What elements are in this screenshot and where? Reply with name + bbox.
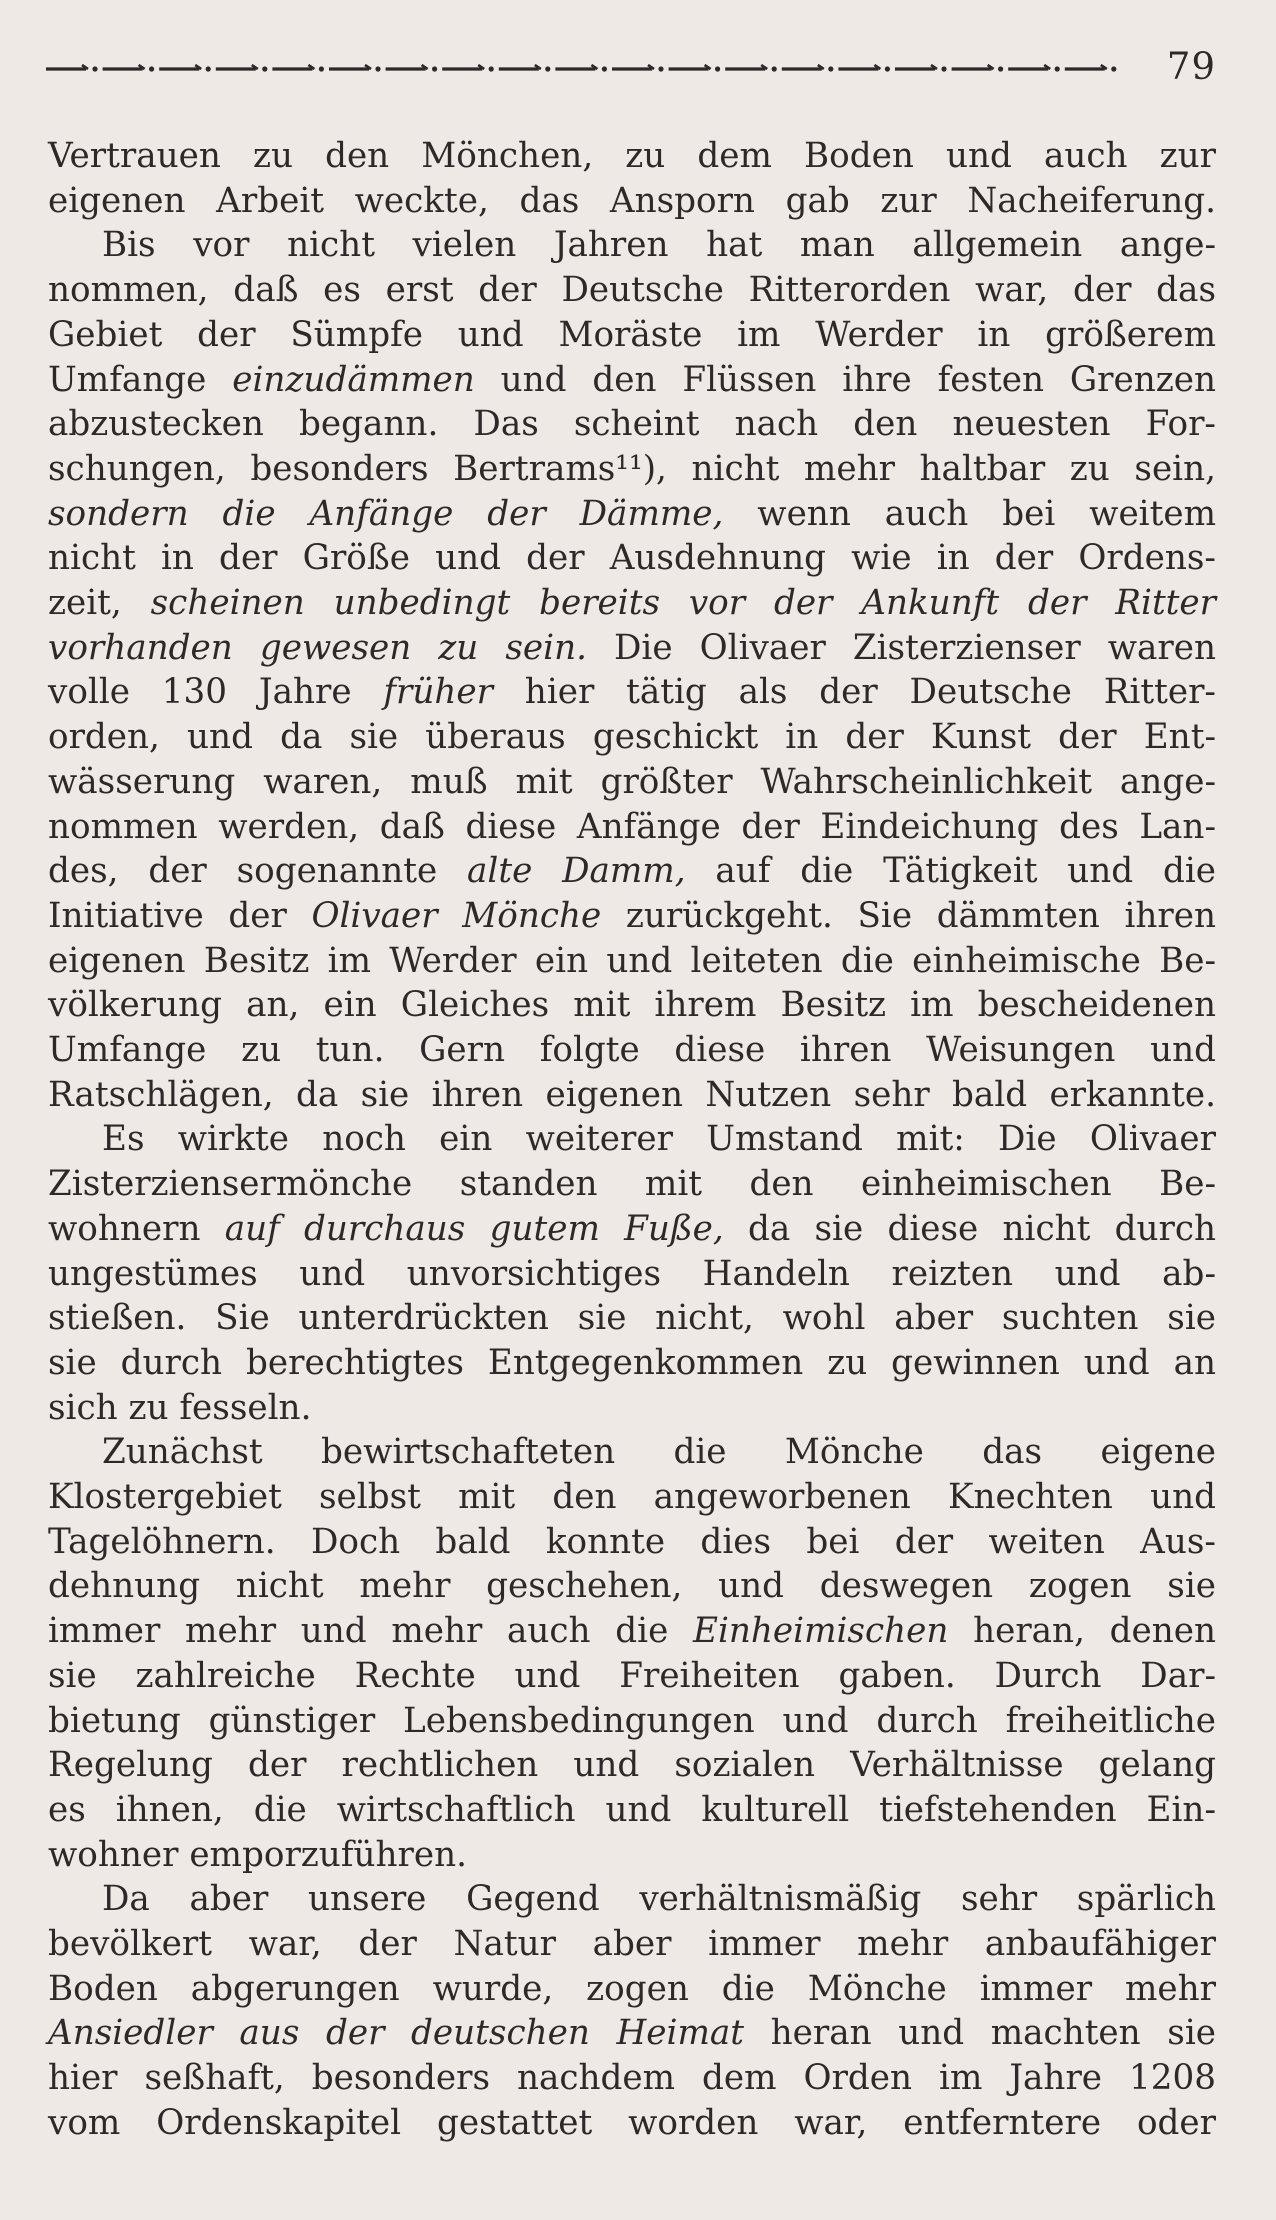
text-line bbox=[48, 1162, 1216, 1206]
text-run: wohner emporzuführen. bbox=[48, 1834, 467, 1875]
text-line bbox=[48, 760, 1216, 804]
text-run: Zunächst bewirtschafteten die Mönche das eigene bbox=[102, 1432, 1216, 1473]
text-run: bevölkert war, der Natur aber immer mehr anbaufähiger bbox=[48, 1924, 1216, 1964]
text-run: Es wirkte noch ein weiterer Umstand mit: Die Olivaer bbox=[102, 1119, 1216, 1160]
text-line bbox=[48, 2101, 1216, 2145]
text-run: da sie diese nicht durch bbox=[723, 1208, 1216, 1249]
rule-dot bbox=[432, 66, 437, 71]
page-number: 79 bbox=[1166, 45, 1216, 88]
text-run: stießen. Sie unterdrückten sie nicht, wohl aber suchten sie bbox=[48, 1298, 1216, 1339]
text-run: nommen, daß es erst der Deutsche Ritterorden war, der das bbox=[48, 270, 1216, 311]
text-line bbox=[48, 2011, 1216, 2055]
text-run: eigenen Arbeit weckte, das Ansporn gab zur Nacheiferung. bbox=[48, 180, 1216, 221]
emphasized-text: Olivaer Mönche bbox=[311, 895, 602, 936]
text-run: eigenen Besitz im Werder ein und leiteten die einheimische Be- bbox=[48, 940, 1216, 981]
text-line bbox=[48, 1386, 1216, 1430]
text-line bbox=[48, 983, 1216, 1027]
text-line bbox=[48, 179, 1216, 223]
text-line bbox=[48, 1475, 1216, 1519]
text-run: nommen werden, daß diese Anfänge der Eindeichung des Lan- bbox=[48, 806, 1216, 847]
text-line bbox=[48, 268, 1216, 312]
rule-dot bbox=[1055, 66, 1060, 71]
text-run: vom Ordenskapitel gestattet worden war, entferntere oder bbox=[48, 2102, 1216, 2143]
rule-dot bbox=[715, 66, 720, 71]
emphasized-text: vorhanden gewesen zu sein. bbox=[48, 627, 587, 668]
text-run: zurückgeht. Sie dämmten ihren bbox=[601, 895, 1216, 936]
text-run: sie zahlreiche Rechte und Freiheiten gaben. Durch Dar- bbox=[48, 1655, 1216, 1696]
text-run: volle 130 Jahre bbox=[48, 672, 384, 713]
text-run: völkerung an, ein Gleiches mit ihrem Besitz im bescheidenen bbox=[48, 985, 1216, 1026]
text-run: bietung günstiger Lebensbedingungen und durch freiheitliche bbox=[48, 1700, 1216, 1741]
text-run: Die Olivaer Zisterzienser waren bbox=[586, 627, 1216, 668]
text-run: Zisterziensermönche standen mit den einheimischen Be- bbox=[48, 1164, 1216, 1205]
text-run: abzustecken begann. Das scheint nach den neuesten For- bbox=[48, 404, 1216, 445]
text-line bbox=[48, 2056, 1216, 2100]
text-run: Tagelöhnern. Doch bald konnte dies bei der weiten Aus- bbox=[48, 1521, 1216, 1562]
text-run: Boden abgerungen wurde, zogen die Mönche immer mehr bbox=[48, 1968, 1216, 2009]
rule-dot bbox=[998, 66, 1003, 71]
rule-dot bbox=[828, 66, 833, 71]
emphasized-text: Ansiedler aus der deutschen Heimat bbox=[48, 2013, 744, 2054]
text-run: sie durch berechtigtes Entgegenkommen zu gewinnen und an bbox=[48, 1342, 1216, 1383]
rule-dot bbox=[941, 66, 946, 71]
emphasized-text: auf durchaus gutem Fuße, bbox=[224, 1208, 724, 1249]
text-run: Umfange bbox=[48, 359, 233, 400]
text-line bbox=[48, 1564, 1216, 1608]
text-line bbox=[48, 536, 1216, 580]
text-line bbox=[48, 581, 1216, 625]
dash-dot-rule-graphic bbox=[46, 58, 1148, 80]
text-line bbox=[48, 313, 1216, 357]
rule-dot bbox=[1111, 66, 1116, 71]
text-line bbox=[48, 1117, 1216, 1161]
rule-dot bbox=[206, 66, 211, 71]
text-run: schungen, besonders Bertrams¹¹), nicht mehr haltbar zu sein, bbox=[48, 448, 1216, 489]
text-run: Initiative der bbox=[48, 895, 312, 936]
text-line bbox=[48, 1252, 1216, 1296]
text-line bbox=[48, 805, 1216, 849]
text-line bbox=[48, 1833, 1216, 1877]
rule-dot bbox=[319, 66, 324, 71]
text-line bbox=[48, 715, 1216, 759]
text-run: orden, und da sie überaus geschickt in der Kunst der Ent- bbox=[48, 717, 1216, 758]
emphasized-text: früher bbox=[383, 672, 493, 713]
text-run: Regelung der rechtlichen und sozialen Verhältnisse gelang bbox=[48, 1745, 1216, 1786]
rule-dot bbox=[149, 66, 154, 71]
emphasized-text: scheinen unbedingt bereits vor der Ankunft der Ritter bbox=[150, 583, 1216, 623]
text-line bbox=[48, 1296, 1216, 1340]
text-line bbox=[48, 1654, 1216, 1698]
text-line bbox=[48, 1699, 1216, 1743]
text-run: wässerung waren, muß mit größter Wahrscheinlichkeit ange- bbox=[48, 761, 1216, 802]
emphasized-text: sondern die Anfänge der Dämme, bbox=[48, 493, 724, 534]
text-run: Klostergebiet selbst mit den angeworbenen Knechten und bbox=[48, 1477, 1216, 1517]
text-run: und den Flüssen ihre festen Grenzen bbox=[474, 359, 1216, 400]
text-line bbox=[48, 1967, 1216, 2011]
text-line bbox=[48, 1207, 1216, 1251]
emphasized-text: Einheimischen bbox=[692, 1611, 949, 1652]
text-line bbox=[48, 223, 1216, 267]
text-line bbox=[48, 1073, 1216, 1117]
text-line bbox=[48, 670, 1216, 714]
text-line bbox=[48, 402, 1216, 446]
text-run: wenn auch bei weitem bbox=[723, 493, 1216, 534]
text-run: Bis vor nicht vielen Jahren hat man allgemein ange- bbox=[102, 225, 1216, 266]
text-line bbox=[48, 1520, 1216, 1564]
rule-dot bbox=[92, 66, 97, 71]
text-run: hier seßhaft, besonders nachdem dem Orden im Jahre 1208 bbox=[48, 2058, 1216, 2099]
text-line bbox=[48, 626, 1216, 670]
emphasized-text: einzudämmen bbox=[232, 359, 475, 400]
text-run: Gebiet der Sümpfe und Moräste im Werder in größerem bbox=[48, 314, 1216, 355]
text-line bbox=[48, 134, 1216, 178]
text-run: wohnern bbox=[48, 1208, 225, 1249]
text-line bbox=[48, 1609, 1216, 1653]
text-line bbox=[48, 894, 1216, 938]
text-run: es ihnen, die wirtschaftlich und kulturell tiefstehenden Ein- bbox=[48, 1789, 1216, 1830]
text-run: des, der sogenannte bbox=[48, 851, 468, 892]
text-line bbox=[48, 1341, 1216, 1385]
text-run: Ratschlägen, da sie ihren eigenen Nutzen sehr bald erkannte. bbox=[48, 1074, 1216, 1115]
text-run: auf die Tätigkeit und die bbox=[685, 851, 1216, 892]
text-run: heran und machten sie bbox=[744, 2013, 1217, 2054]
rule-dot bbox=[489, 66, 494, 71]
text-run: zeit, bbox=[48, 583, 151, 623]
text-line bbox=[48, 358, 1216, 402]
text-line bbox=[48, 1922, 1216, 1966]
rule-dot bbox=[602, 66, 607, 71]
rule-dot bbox=[658, 66, 663, 71]
text-line bbox=[48, 447, 1216, 491]
text-line bbox=[48, 939, 1216, 983]
text-run: hier tätig als der Deutsche Ritter- bbox=[492, 672, 1216, 713]
rule-dot bbox=[772, 66, 777, 71]
text-run: immer mehr und mehr auch die bbox=[48, 1611, 693, 1652]
text-line bbox=[48, 492, 1216, 536]
text-run: heran, denen bbox=[948, 1611, 1216, 1652]
text-line bbox=[48, 1877, 1216, 1921]
text-line bbox=[48, 849, 1216, 893]
text-run: Da aber unsere Gegend verhältnismäßig sehr spärlich bbox=[102, 1879, 1216, 1920]
rule-dot bbox=[262, 66, 267, 71]
text-run: dehnung nicht mehr geschehen, und deswegen zogen sie bbox=[48, 1566, 1216, 1607]
text-line bbox=[48, 1788, 1216, 1832]
text-run: sich zu fesseln. bbox=[48, 1387, 312, 1428]
text-line bbox=[48, 1430, 1216, 1474]
text-line bbox=[48, 1028, 1216, 1072]
text-run: Vertrauen zu den Mönchen, zu dem Boden und auch zur bbox=[48, 136, 1216, 176]
text-run: nicht in der Größe und der Ausdehnung wie in der Ordens- bbox=[48, 538, 1216, 579]
text-run: ungestümes und unvorsichtiges Handeln reizten und ab- bbox=[48, 1253, 1216, 1294]
rule-dot bbox=[545, 66, 550, 71]
text-line bbox=[48, 1743, 1216, 1787]
emphasized-text: alte Damm, bbox=[467, 851, 686, 892]
text-run: Umfange zu tun. Gern folgte diese ihren Weisungen und bbox=[48, 1030, 1216, 1070]
decorative-header-rule bbox=[46, 58, 1148, 80]
rule-dot bbox=[375, 66, 380, 71]
rule-dot bbox=[885, 66, 890, 71]
